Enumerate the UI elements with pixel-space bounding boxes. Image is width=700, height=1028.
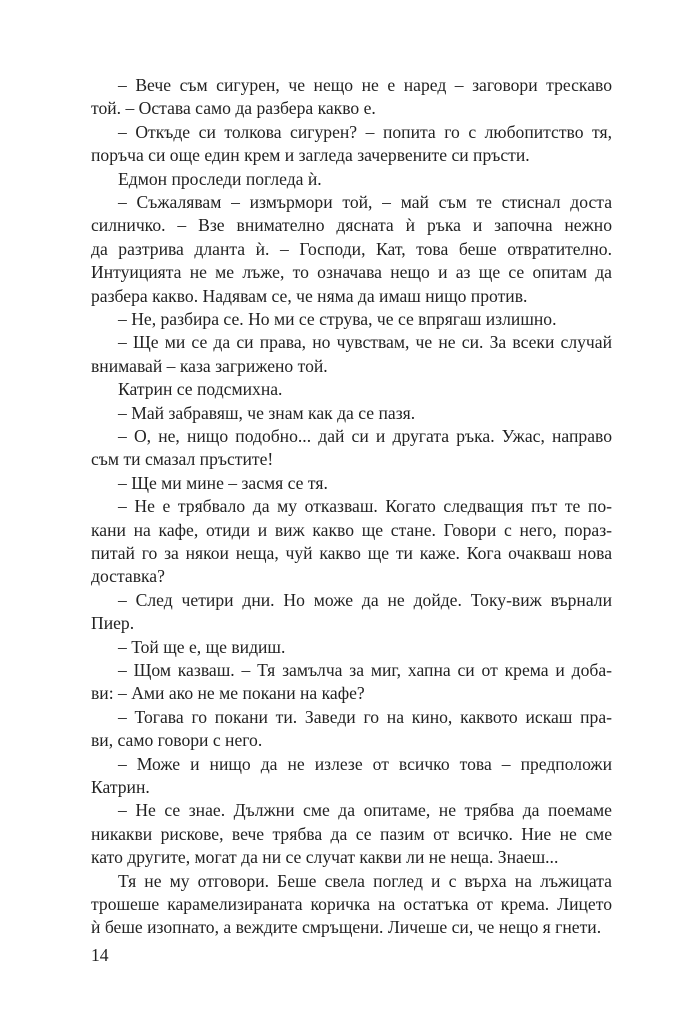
text-line: – Откъде си толкова сигурен? – попита го с любопитство тя, [118, 121, 612, 142]
body-text [91, 74, 612, 940]
text-line: Тя не му отговори. Беше свела поглед и с върха на лъжицата [118, 870, 612, 891]
text-line: – След четири дни. Но може да не дойде. Току-виж върнали [118, 589, 612, 610]
text-line: – Щом казваш. – Тя замълча за миг, хапна си от крема и доба- [118, 659, 612, 680]
text-line: Катрин. [91, 776, 150, 797]
text-line: Пиер. [91, 613, 135, 634]
text-line: кани на кафе, отиди и виж какво ще стане. Говори с него, пораз- [91, 519, 612, 540]
text-line: – Май забравяш, че знам как да се пазя. [118, 402, 416, 423]
text-line: ви: – Ами ако не ме покани на кафе? [91, 683, 365, 704]
text-line: поръча си още един крем и загледа зачервените си пръсти. [91, 145, 530, 166]
text-line: да разтрива дланта ѝ. – Господи, Кат, това беше отвратително. [91, 238, 612, 259]
paragraph [91, 402, 612, 425]
paragraph [91, 378, 612, 401]
paragraph [91, 495, 612, 589]
text-line: никакви рискове, вече трябва да се пазим от всичко. Ние не сме [91, 823, 612, 844]
paragraph [91, 121, 612, 168]
paragraph [91, 659, 612, 706]
paragraph [91, 191, 612, 308]
paragraph [91, 706, 612, 753]
text-line: – Може и нищо да не излезе от всичко това – предположи [118, 753, 612, 774]
page-number: 14 [91, 945, 109, 965]
text-line: Едмон проследи погледа ѝ. [118, 168, 322, 189]
paragraph [91, 168, 612, 191]
paragraph [91, 753, 612, 800]
text-line: Интуицията не ме лъже, то означава нещо и аз ще се опитам да [91, 262, 612, 283]
text-line: – Не се знае. Дължни сме да опитаме, не трябва да поемаме [118, 800, 612, 821]
text-line: ѝ беше изопнато, а веждите смръщени. Личеше си, че нещо я гнети. [91, 917, 602, 938]
text-line: – Тогава го покани ти. Заведи го на кино, каквото искаш пра- [118, 706, 612, 727]
text-line: – Ще ми мине – засмя се тя. [118, 472, 328, 493]
text-line: доставка? [91, 566, 165, 587]
paragraph [91, 472, 612, 495]
text-line: – Той ще е, ще видиш. [118, 636, 286, 657]
text-line: съм ти смазал пръстите! [91, 449, 274, 470]
text-line: ви, само говори с него. [91, 730, 263, 751]
text-line: – Ще ми се да си права, но чувствам, че не си. За всеки случай [118, 332, 612, 353]
text-line: питай го за някои неща, чуй какво ще ти каже. Кога очакваш нова [91, 542, 612, 563]
paragraph [91, 870, 612, 940]
text-line: като другите, могат да ни се случат какви ли не неща. Знаеш... [91, 847, 559, 868]
paragraph [91, 425, 612, 472]
text-line: силничко. – Взе внимателно дясната ѝ ръка и започна нежно [91, 215, 612, 236]
text-line: – Не е трябвало да му отказваш. Когато следващия път те по- [118, 496, 612, 517]
text-line: разбера какво. Надявам се, че няма да имаш нищо против. [91, 285, 528, 306]
text-line: – Съжалявам – измърмори той, – май съм те стиснал доста [118, 192, 612, 212]
text-line: – Не, разбира се. Но ми се струва, че се впрягаш излишно. [118, 308, 557, 329]
text-line: внимавай – каза загрижено той. [91, 355, 328, 376]
paragraph [91, 74, 612, 121]
paragraph [91, 799, 612, 869]
text-line: Катрин се подсмихна. [118, 379, 283, 400]
paragraph [91, 589, 612, 636]
text-line: трошеше карамелизираната коричка на остатъка от крема. Лицето [91, 893, 612, 914]
text-line: – О, не, нищо подобно... дай си и другата ръка. Ужас, направо [118, 425, 612, 446]
paragraph [91, 308, 612, 331]
text-line: – Вече съм сигурен, че нещо не е наред – заговори трескаво [118, 75, 612, 95]
text-line: той. – Остава само да разбера какво е. [91, 98, 376, 119]
paragraph [91, 331, 612, 378]
paragraph [91, 636, 612, 659]
